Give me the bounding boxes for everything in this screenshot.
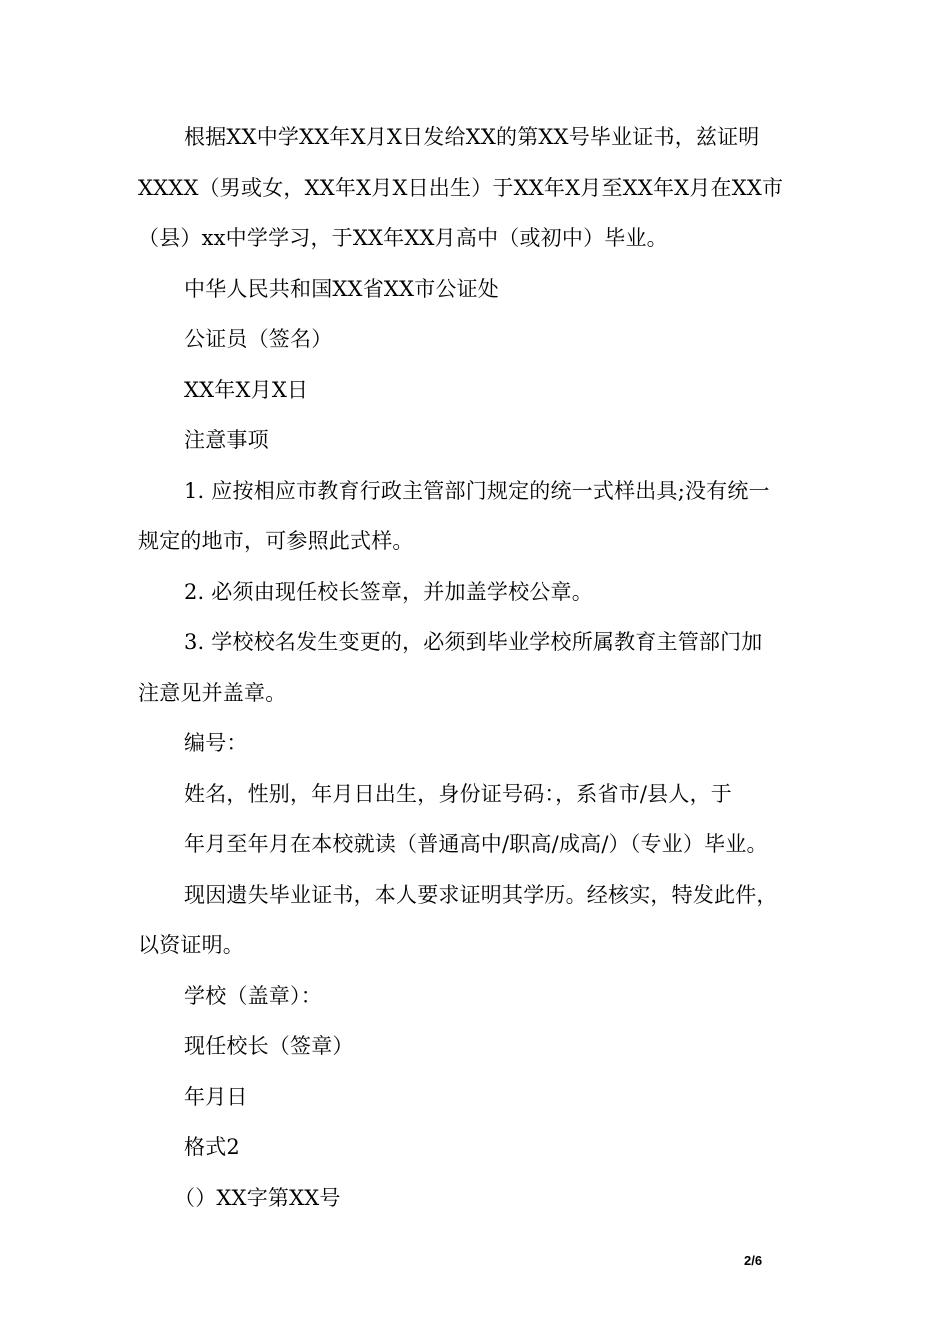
notary-signature: 公证员（签名） [184, 327, 333, 351]
page-number: 2/6 [744, 1253, 763, 1268]
notary-date: XX年X月X日 [184, 377, 309, 402]
applicant-info-line-2: 年月至年月在本校就读（普通高中/职高/成高/）（专业）毕业。 [184, 832, 768, 856]
notes-heading: 注意事项 [184, 428, 269, 452]
principal-signature: 现任校长（签章） [184, 1034, 354, 1058]
note-1-line-2: 规定的地市，可参照此式样。 [138, 529, 414, 553]
paragraph-certificate-line-2: XXXX（男或女，XX年X月X日出生）于XX年X月至XX年X月在XX市 [138, 175, 784, 200]
serial-number-label: 编号： [184, 731, 248, 755]
format-2-heading: 格式2 [184, 1135, 240, 1159]
note-3-line-1: 3. 学校校名发生变更的，必须到毕业学校所属教育主管部门加 [184, 630, 763, 654]
paragraph-certificate-line-1: 根据XX中学XX年X月X日发给XX的第XX号毕业证书，兹证明 [184, 125, 760, 149]
notary-office: 中华人民共和国XX省XX市公证处 [184, 276, 499, 301]
verification-line-2: 以资证明。 [138, 933, 244, 957]
note-3-line-2: 注意见并盖章。 [138, 680, 287, 705]
reference-number: （）XX字第XX号 [174, 1185, 341, 1210]
applicant-info-line-1: 姓名，性别，年月日出生，身份证号码：，系省市/县人，于 [184, 781, 732, 806]
school-seal: 学校（盖章）： [184, 983, 322, 1008]
verification-line-1: 现因遗失毕业证书，本人要求证明其学历。经核实，特发此件， [184, 882, 778, 907]
document-body [138, 112, 812, 1223]
note-2: 2. 必须由现任校长签章，并加盖学校公章。 [184, 579, 593, 604]
issue-date: 年月日 [184, 1084, 248, 1109]
paragraph-certificate-line-3: （县）xx中学学习，于XX年XX月高中（或初中）毕业。 [138, 226, 668, 250]
note-1-line-1: 1. 应按相应市教育行政主管部门规定的统一式样出具;没有统一 [184, 478, 770, 503]
